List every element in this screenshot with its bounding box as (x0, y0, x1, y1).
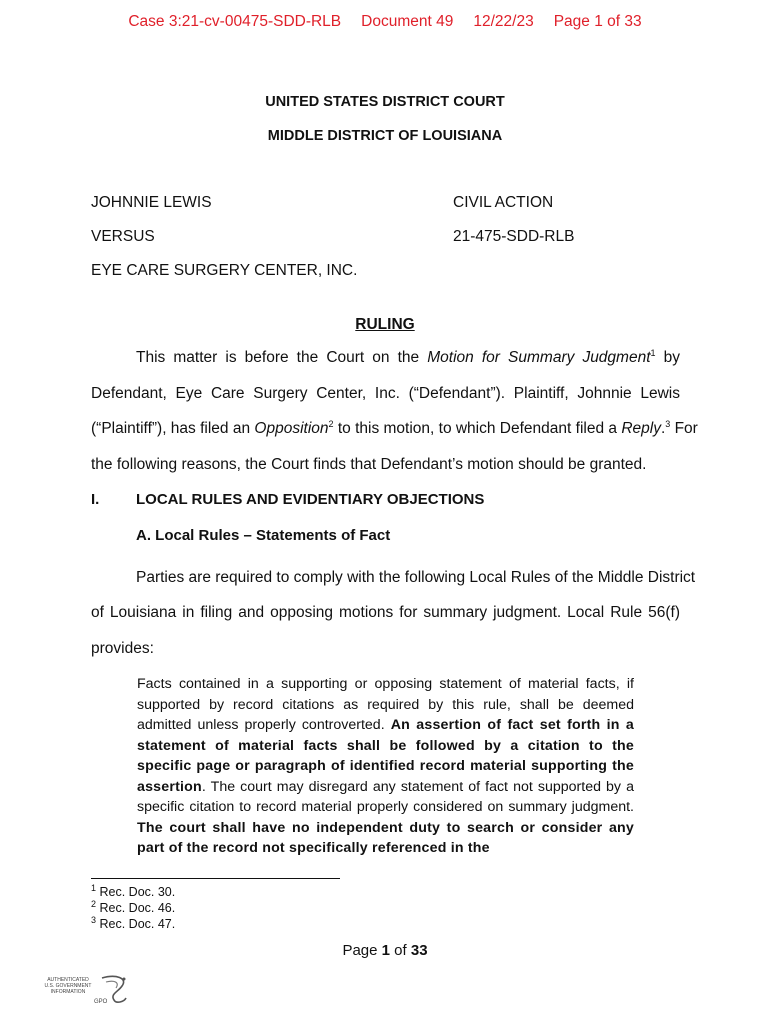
plaintiff-name: JOHNNIE LEWIS (91, 194, 212, 211)
para2-line-1: Parties are required to comply with the following Local Rules of the Middle District (136, 569, 696, 586)
filed-date: 12/22/23 (473, 13, 534, 30)
court-district: MIDDLE DISTRICT OF LOUISIANA (267, 128, 503, 144)
page-number-footer: Page 1 of 33 (342, 942, 428, 959)
document-number: Document 49 (361, 13, 454, 30)
defendant-name: EYE CARE SURGERY CENTER, INC. (91, 262, 358, 279)
footnote-1: $^1$ Rec. Doc. 30. (91, 882, 176, 899)
gpo-authenticated-logo (44, 972, 134, 1012)
docket-number: 21-475-SDD-RLB (453, 228, 575, 245)
svg-text:INFORMATION: INFORMATION (50, 989, 86, 995)
footnote-3: $^3$ Rec. Doc. 47. (91, 914, 176, 931)
subsection-title: A. Local Rules – Statements of Fact (136, 527, 391, 544)
footnote-2: $^2$ Rec. Doc. 46. (91, 898, 176, 915)
ecf-header-stamp (0, 13, 770, 31)
intro-line-2: Defendant, Eye Care Surgery Center, Inc. (“Defendant”). Plaintiff, Johnnie Lewis (91, 385, 680, 402)
header-page: Page 1 of 33 (553, 13, 642, 30)
civil-action-label: CIVIL ACTION (453, 194, 554, 211)
intro-line-1: This matter is before the Court on the Motion for Summary Judgment$^1$ by (136, 347, 680, 366)
intro-line-3: (“Plaintiff”), has filed an Opposition$^2$ to this motion, to which Defendant filed a Reply.$^3$ For (91, 418, 698, 437)
section-number: I. (91, 491, 100, 508)
court-name: UNITED STATES DISTRICT COURT (265, 94, 505, 110)
local-rule-quote: Facts contained in a supporting or opposing statement of material facts, if supported by record citations as required by this rule, shall be deemed admitted unless properly controverted. An assertion of fact set forth in a statement of material facts shall be followed by a citation to the specific page or paragraph of identified record material supporting the assertion. The court may disregard any statement of fact not supported by a specific citation to record material properly considered on summary judgment. The court shall have no independent duty to search or consider any part of the record not specifically referenced in the (137, 676, 634, 856)
footnote-ref-3: 3 (665, 418, 671, 429)
versus-label: VERSUS (91, 228, 155, 245)
section-title: LOCAL RULES AND EVIDENTIARY OBJECTIONS (136, 491, 485, 508)
svg-text:AUTHENTICATED: AUTHENTICATED (47, 977, 89, 983)
para2-line-2: of Louisiana in filing and opposing motions for summary judgment. Local Rule 56(f) (91, 604, 680, 621)
footnote-ref-2: 2 (328, 418, 334, 429)
footnote-divider (91, 878, 340, 879)
svg-text:GPO: GPO (94, 999, 108, 1005)
svg-text:U.S. GOVERNMENT: U.S. GOVERNMENT (44, 983, 92, 989)
case-number: Case 3:21-cv-00475-SDD-RLB (128, 13, 342, 30)
para2-line-3: provides: (91, 640, 154, 657)
footnote-ref-1: 1 (650, 347, 656, 358)
intro-line-4: the following reasons, the Court finds that Defendant’s motion should be granted. (91, 456, 647, 473)
motion-title: Motion for Summary Judgment (427, 349, 651, 366)
ruling-title: RULING (355, 316, 415, 333)
